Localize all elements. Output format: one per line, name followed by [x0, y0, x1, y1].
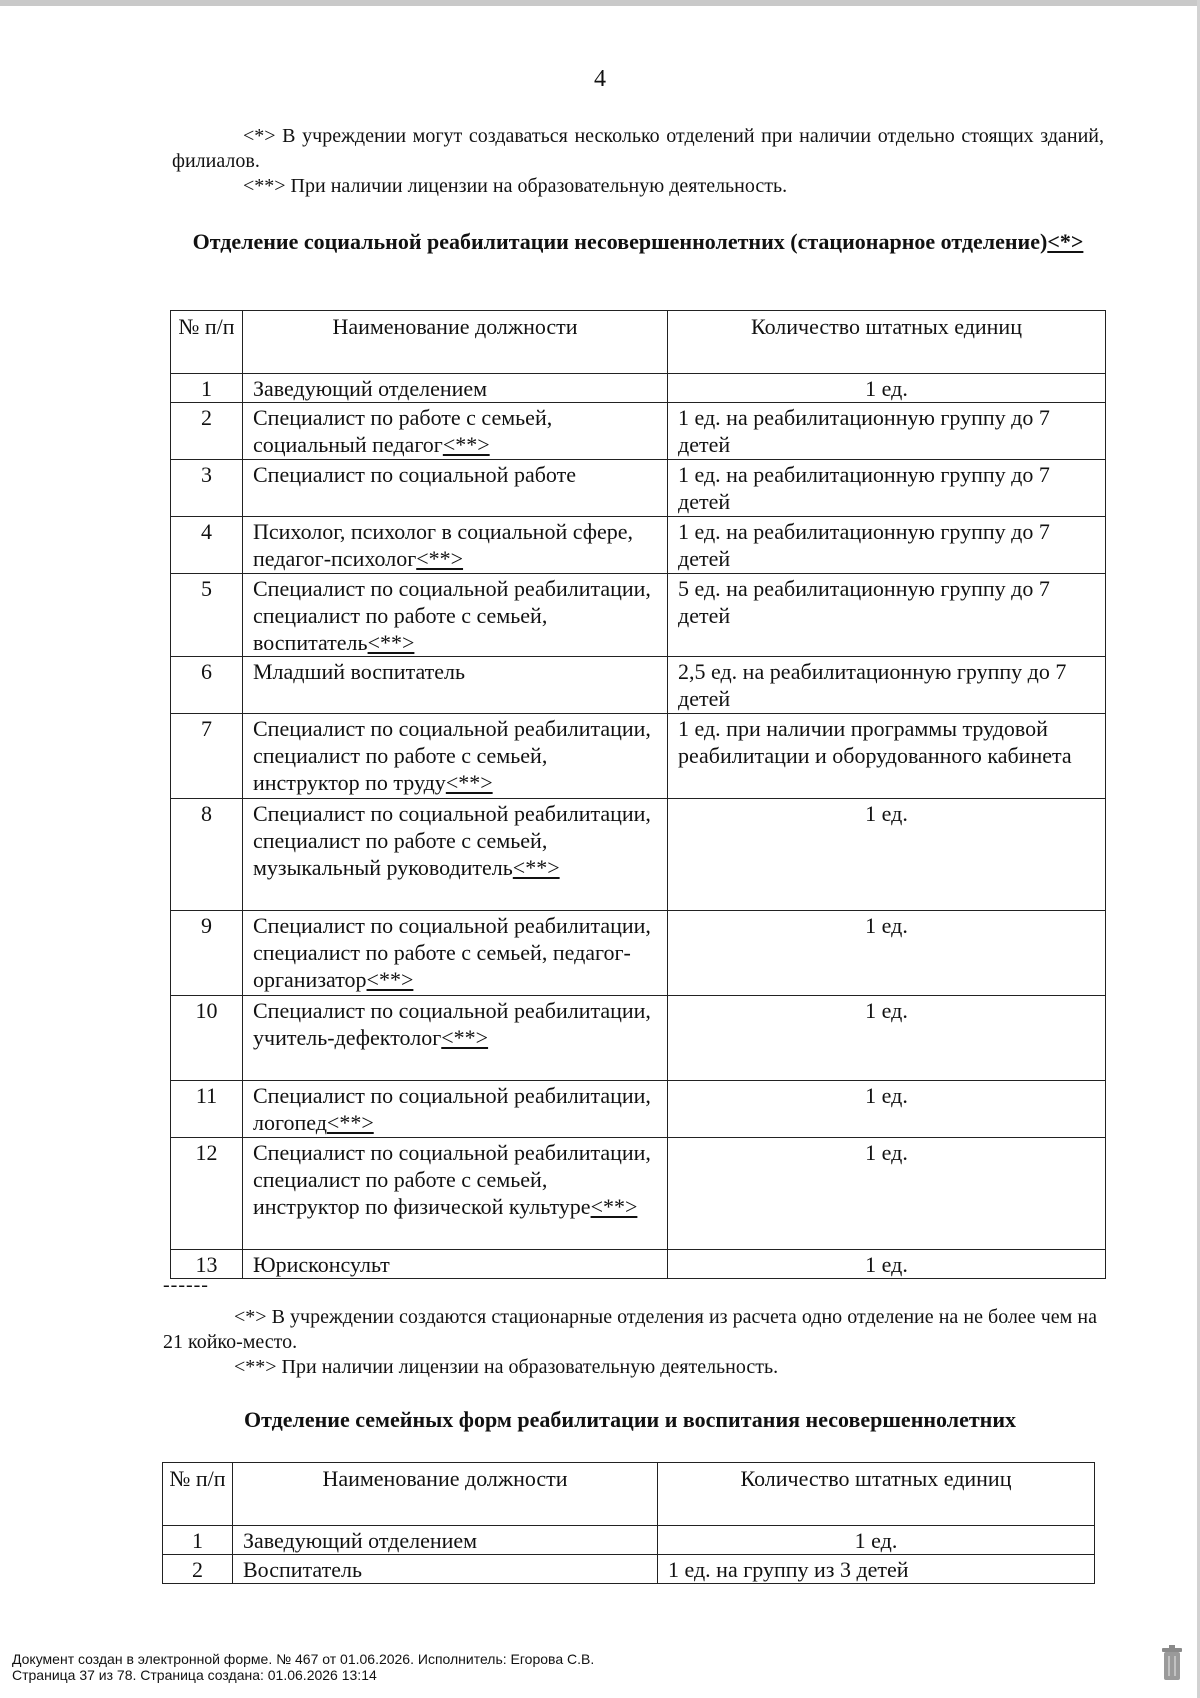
position-name [243, 911, 668, 996]
page-number: 4 [594, 66, 606, 92]
top-note-1: <*> В учреждении могут создаваться несколько отделений при наличии отдельно стоящих зданий, филиалов. [172, 125, 1104, 172]
row-number: 8 [171, 799, 243, 911]
trash-icon[interactable] [1161, 1644, 1183, 1682]
row-number: 3 [171, 460, 243, 517]
section1-title [172, 228, 1104, 256]
position-text: Юрисконсульт [253, 1252, 390, 1277]
table-row [163, 1526, 1095, 1555]
footnote-ref: <**> [441, 1025, 489, 1050]
section1-note-1: <*> В учреждении создаются стационарные отделения из расчета одно отделение на не более чем на 21 койко-место. [163, 1306, 1097, 1353]
document-footer [12, 1651, 594, 1683]
staff-count: 1 ед. [668, 911, 1106, 996]
footnote-ref: <**> [445, 770, 493, 795]
header-count: Количество штатных единиц [658, 1463, 1095, 1526]
table-header-row [163, 1463, 1095, 1526]
table-row [171, 1138, 1106, 1250]
position-text: Заведующий отделением [253, 376, 488, 401]
table-row [171, 403, 1106, 460]
position-text: Специалист по социальной реабилитации, учитель-дефектолог [253, 998, 651, 1050]
table-row [171, 374, 1106, 403]
staff-count: 1 ед. на группу из 3 детей [658, 1555, 1095, 1584]
section1-staff-table [170, 310, 1106, 1279]
section2-staff-table [162, 1462, 1095, 1584]
row-number: 1 [171, 374, 243, 403]
staff-count: 1 ед. на реабилитационную группу до 7 детей [668, 460, 1106, 517]
footnote-ref: <**> [590, 1194, 638, 1219]
table-row [171, 911, 1106, 996]
footnote-ref: <**> [442, 432, 490, 457]
position-text: Заведующий отделением [243, 1528, 478, 1553]
table-row [171, 574, 1106, 657]
position-text: Специалист по социальной реабилитации, специалист по работе с семьей, педагог-организатор [253, 913, 651, 992]
position-text: Специалист по социальной реабилитации, логопед [253, 1083, 651, 1135]
staff-count: 1 ед. [668, 1081, 1106, 1138]
footnote-ref: <**> [512, 855, 560, 880]
staff-count: 1 ед. на реабилитационную группу до 7 детей [668, 403, 1106, 460]
row-number: 1 [163, 1526, 233, 1555]
header-num: № п/п [171, 311, 243, 374]
row-number: 13 [171, 1250, 243, 1279]
row-number: 2 [171, 403, 243, 460]
footnote-ref: <**> [366, 967, 414, 992]
position-text: Специалист по социальной реабилитации, специалист по работе с семьей, воспитатель [253, 576, 651, 655]
table-header-row [171, 311, 1106, 374]
row-number: 6 [171, 657, 243, 714]
footnote-ref: <**> [416, 546, 464, 571]
position-name [243, 657, 668, 714]
section2-title: Отделение семейных форм реабилитации и воспитания несовершеннолетних [243, 1407, 1017, 1432]
staff-count: 1 ед. при наличии программы трудовой реабилитации и оборудованного кабинета [668, 714, 1106, 799]
header-position: Наименование должности [243, 311, 668, 374]
position-name [243, 714, 668, 799]
row-number: 5 [171, 574, 243, 657]
table-row [171, 799, 1106, 911]
position-name [243, 996, 668, 1081]
section1-title-ref: <*> [1047, 229, 1084, 254]
position-name [243, 574, 668, 657]
footnote-separator: ------ [163, 1274, 209, 1296]
row-number: 12 [171, 1138, 243, 1250]
position-text: Психолог, психолог в социальной сфере, педагог-психолог [253, 519, 634, 571]
position-text: Воспитатель [243, 1557, 363, 1582]
position-name [243, 460, 668, 517]
position-text: Специалист по социальной реабилитации, специалист по работе с семьей, инструктор по физической культуре [253, 1140, 651, 1219]
table-row [171, 1250, 1106, 1279]
position-name [243, 1250, 668, 1279]
row-number: 11 [171, 1081, 243, 1138]
position-name [243, 517, 668, 574]
row-number: 4 [171, 517, 243, 574]
row-number: 9 [171, 911, 243, 996]
position-name [233, 1526, 658, 1555]
footer-line-2: Страница 37 из 78. Страница создана: 01.06.2026 13:14 [12, 1667, 377, 1683]
staff-count: 1 ед. [658, 1526, 1095, 1555]
staff-count: 2,5 ед. на реабилитационную группу до 7 детей [668, 657, 1106, 714]
position-name [243, 799, 668, 911]
staff-count: 1 ед. [668, 1250, 1106, 1279]
position-text: Специалист по социальной реабилитации, специалист по работе с семьей, музыкальный руководитель [253, 801, 651, 880]
position-name [243, 1081, 668, 1138]
position-text: Специалист по работе с семьей, социальный педагог [253, 405, 553, 457]
staff-count: 1 ед. [668, 996, 1106, 1081]
row-number: 2 [163, 1555, 233, 1584]
header-count: Количество штатных единиц [668, 311, 1106, 374]
position-name [233, 1555, 658, 1584]
staff-count: 1 ед. [668, 374, 1106, 403]
footnote-ref: <**> [326, 1110, 374, 1135]
row-number: 10 [171, 996, 243, 1081]
position-name [243, 374, 668, 403]
position-text: Младший воспитатель [253, 659, 466, 684]
top-note-2: <**> При наличии лицензии на образовательную деятельность. [243, 175, 788, 197]
table-row [171, 714, 1106, 799]
staff-count: 5 ед. на реабилитационную группу до 7 детей [668, 574, 1106, 657]
footer-line-1: Документ создан в электронной форме. № 467 от 01.06.2026. Исполнитель: Егорова С.В. [12, 1651, 595, 1667]
table-row [171, 460, 1106, 517]
staff-count: 1 ед. [668, 1138, 1106, 1250]
position-text: Специалист по социальной работе [253, 462, 576, 487]
footnote-ref: <**> [367, 630, 415, 655]
table-row [171, 1081, 1106, 1138]
table-row [163, 1555, 1095, 1584]
staff-count: 1 ед. на реабилитационную группу до 7 детей [668, 517, 1106, 574]
section1-note-2: <**> При наличии лицензии на образовательную деятельность. [234, 1356, 779, 1378]
header-num: № п/п [163, 1463, 233, 1526]
header-position: Наименование должности [233, 1463, 658, 1526]
table-row [171, 657, 1106, 714]
position-name [243, 1138, 668, 1250]
table-row [171, 996, 1106, 1081]
row-number: 7 [171, 714, 243, 799]
position-name [243, 403, 668, 460]
section1-title-text: Отделение социальной реабилитации несовершеннолетних (стационарное отделение) [192, 229, 1048, 254]
scan-top-edge [0, 0, 1200, 6]
table-row [171, 517, 1106, 574]
staff-count: 1 ед. [668, 799, 1106, 911]
position-text: Специалист по социальной реабилитации, специалист по работе с семьей, инструктор по труду [253, 716, 651, 795]
